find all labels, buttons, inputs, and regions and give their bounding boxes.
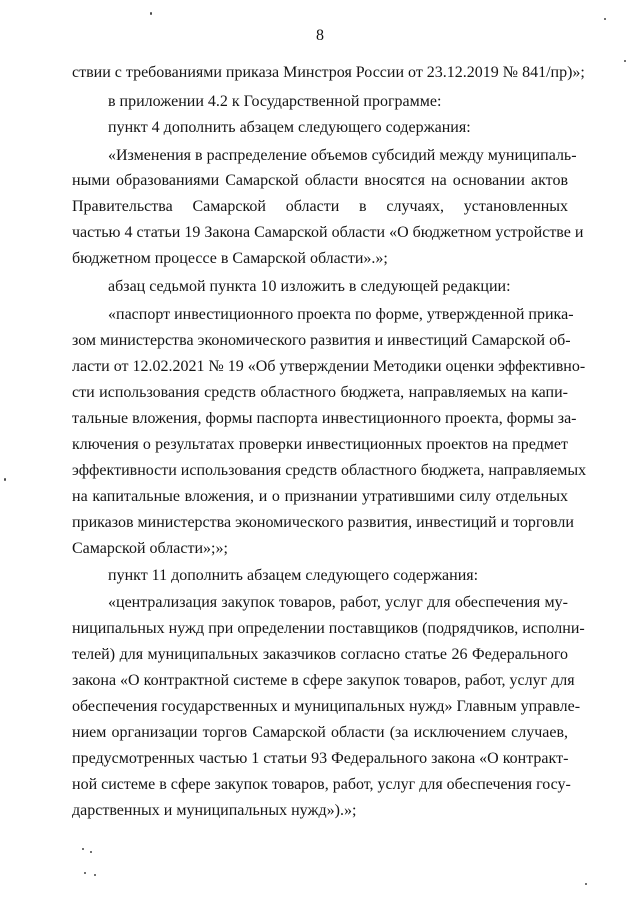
text-line: обеспечения государственных и муниципальных нужд» Главным управле- <box>72 698 581 715</box>
text-line: пункт 11 дополнить абзацем следующего содержания: <box>108 567 479 584</box>
text-line: зом министерства экономического развития и инвестиций Самарской об- <box>72 332 571 349</box>
text-line: пункт 4 дополнить абзацем следующего содержания: <box>108 119 471 136</box>
page-number: 8 <box>316 27 324 44</box>
text-line: «Изменения в распределение объемов субсидий между муниципаль- <box>108 147 577 164</box>
text-line: абзац седьмой пункта 10 изложить в следующей редакции: <box>108 278 511 295</box>
text-line: предусмотренных частью 1 статьи 93 Федерального закона «О контракт- <box>72 750 569 767</box>
scan-speck <box>624 60 626 62</box>
text-line: приказов министерства экономического развития, инвестиций и торговли <box>72 514 574 531</box>
text-line: тальные вложения, формы паспорта инвестиционного проекта, формы за- <box>72 410 577 427</box>
scan-speck <box>150 12 152 15</box>
text-line: бюджетном процессе в Самарской области».»; <box>72 250 388 267</box>
scan-speck <box>94 874 96 876</box>
scan-speck <box>604 18 606 20</box>
text-line: сти использования средств областного бюджета, направляемых на капи- <box>72 384 568 401</box>
text-line: закона «О контрактной системе в сфере закупок товаров, работ, услуг для <box>72 672 575 689</box>
text-line: ствии с требованиями приказа Минстроя России от 23.12.2019 № 841/пр)»; <box>72 64 585 81</box>
text-line: на капитальные вложения, и о признании утратившими силу отдельных <box>72 488 568 505</box>
scan-speck <box>84 872 86 874</box>
scan-speck <box>90 851 92 853</box>
text-line: частью 4 статьи 19 Закона Самарской области «О бюджетном устройстве и <box>72 224 584 241</box>
text-line: ной системе в сфере закупок товаров, работ, услуг для обеспечения госу- <box>72 776 571 793</box>
text-line: Самарской области»;»; <box>72 540 228 557</box>
scan-speck <box>82 848 84 850</box>
text-line: ными образованиями Самарской области вносятся на основании актов <box>72 172 568 189</box>
text-line: телей) для муниципальных заказчиков согласно статье 26 Федерального <box>72 646 568 663</box>
text-line: дарственных и муниципальных нужд»).»; <box>72 802 357 819</box>
text-line: Правительства Самарской области в случаях, установленных <box>72 198 568 215</box>
scan-speck <box>585 883 587 885</box>
text-line: ласти от 12.02.2021 № 19 «Об утверждении Методики оценки эффективно- <box>72 358 586 375</box>
text-line: ниципальных нужд при определении поставщиков (подрядчиков, исполни- <box>72 620 585 637</box>
text-line: «паспорт инвестиционного проекта по форме, утвержденной прика- <box>108 306 574 323</box>
text-line: в приложении 4.2 к Государственной программе: <box>108 93 442 110</box>
text-line: «централизация закупок товаров, работ, услуг для обеспечения му- <box>108 594 568 611</box>
scan-speck <box>4 478 6 481</box>
text-line: эффективности использования средств областного бюджета, направляемых <box>72 462 587 479</box>
text-line: ключения о результатах проверки инвестиционных проектов на предмет <box>72 436 568 453</box>
text-line: нием организации торгов Самарской области (за исключением случаев, <box>72 724 568 741</box>
